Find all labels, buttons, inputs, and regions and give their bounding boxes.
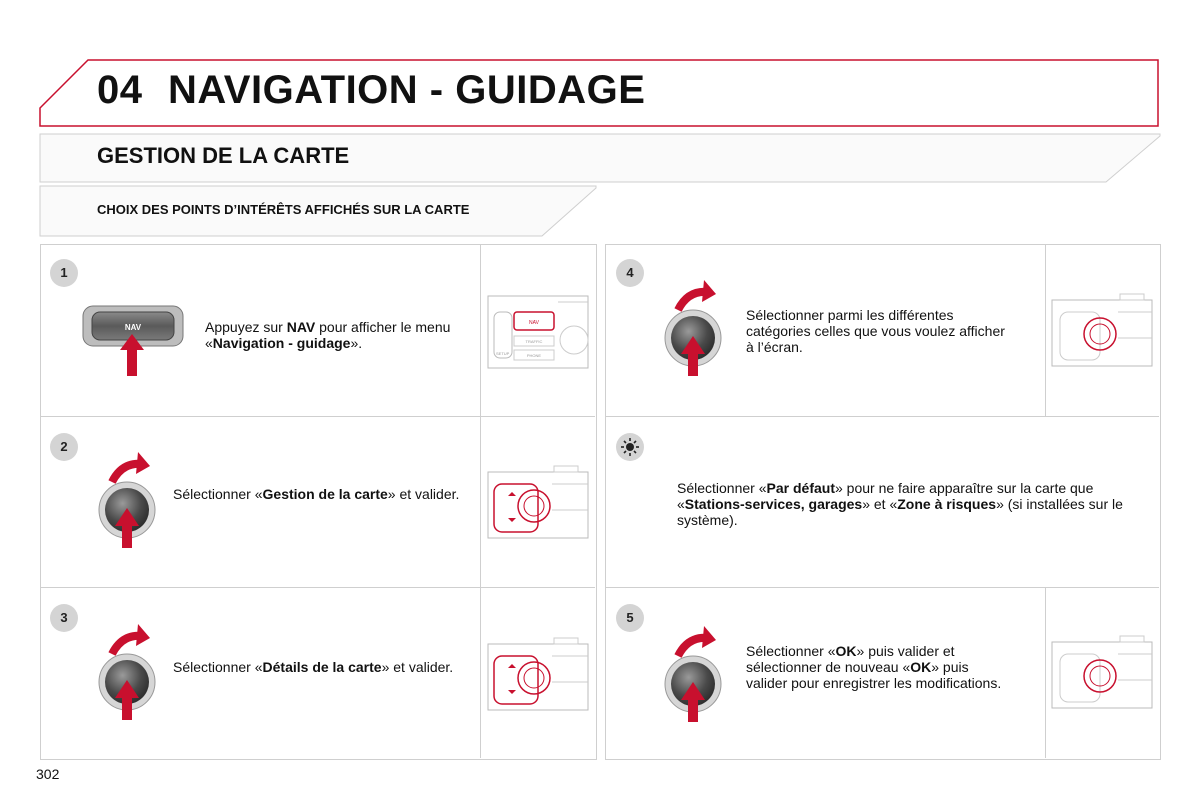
svg-text:TRAFFIC: TRAFFIC [525, 339, 543, 344]
dashboard-nav-thumbnail [486, 292, 590, 372]
chapter-title: NAVIGATION - GUIDAGE [168, 68, 646, 112]
rotary-knob-icon [92, 622, 162, 722]
tip-badge [616, 433, 644, 461]
divider [606, 587, 1159, 588]
step-5-badge: 5 [616, 604, 644, 632]
dashboard-knob-thumbnail [1050, 632, 1154, 712]
divider [1045, 588, 1046, 758]
step-2-text: Sélectionner «Gestion de la carte» et valider. [173, 486, 460, 502]
step-4-text: Sélectionner parmi les différentes catégories celles que vous voulez afficher à l’écran. [746, 307, 1005, 355]
step-3-badge: 3 [50, 604, 78, 632]
divider [1045, 245, 1046, 416]
nav-button-icon [80, 300, 190, 380]
divider [606, 416, 1159, 417]
svg-text:PHONE: PHONE [526, 353, 542, 358]
step-1-text: Appuyez sur NAV pour afficher le menu «Navigation - guidage». [205, 319, 451, 351]
step-4-badge: 4 [616, 259, 644, 287]
rotary-knob-icon [658, 276, 728, 380]
step-5-text: Sélectionner «OK» puis valider et sélectionner de nouveau «OK» puis valider pour enregistrer les modifications. [746, 643, 1002, 691]
page-number: 302 [36, 766, 60, 782]
chapter-number: 04 [97, 68, 143, 112]
sun-tip-icon [616, 433, 644, 461]
rotary-knob-icon [658, 622, 728, 726]
dashboard-knob-thumbnail [486, 634, 590, 714]
step-1-badge: 1 [50, 259, 78, 287]
dashboard-knob-thumbnail [1050, 290, 1154, 370]
svg-text:NAV: NAV [529, 320, 539, 326]
step-3-text: Sélectionner «Détails de la carte» et valider. [173, 659, 454, 675]
tip-text: Sélectionner «Par défaut» pour ne faire apparaître sur la carte que «Stations-services, garages» et «Zone à risques» (si installées sur le système). [677, 480, 1123, 528]
dashboard-knob-thumbnail [486, 462, 590, 542]
sub-title: CHOIX DES POINTS D’INTÉRÊTS AFFICHÉS SUR LA CARTE [97, 202, 470, 217]
divider [41, 587, 595, 588]
divider [41, 416, 595, 417]
section-title: GESTION DE LA CARTE [97, 143, 350, 168]
step-2-badge: 2 [50, 433, 78, 461]
rotary-knob-icon [92, 450, 162, 550]
nav-button-label: NAV [124, 323, 142, 332]
svg-text:SETUP: SETUP [496, 351, 510, 356]
divider [480, 245, 481, 758]
